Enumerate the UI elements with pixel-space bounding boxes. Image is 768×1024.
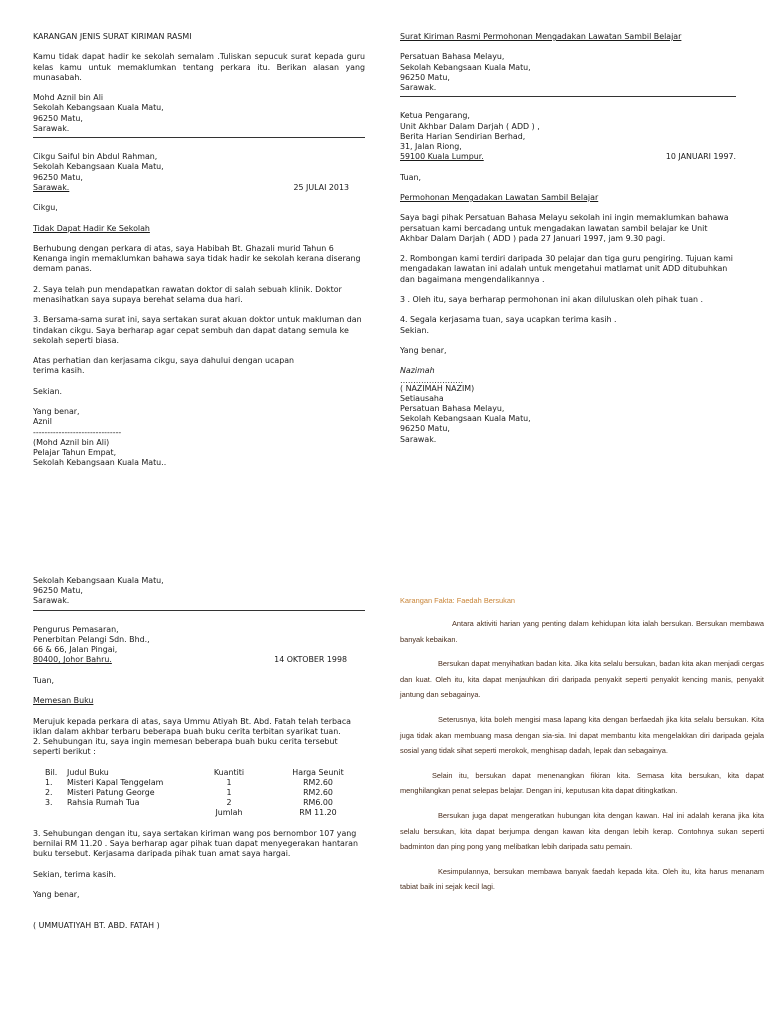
address-line: 66 & 66, Jalan Pingai, <box>33 645 118 655</box>
signer-line: Sekolah Kebangsaan Kuala Matu.. <box>33 458 167 468</box>
recipient-address <box>33 152 365 193</box>
essay-paragraph: Selain itu, bersukan dapat menenangkan fikiran kita. Semasa kita bersukan, kita dapat menghilangkan penat selepas belajar. Dengan ini, keputusan kita dapat ditingkatkan. <box>400 770 764 796</box>
recipient-address <box>33 625 365 666</box>
table-cell: Rahsia Rumah Tua <box>67 798 140 808</box>
closing: Sekian. <box>33 386 62 396</box>
signer-line: ( NAZIMAH NAZIM) <box>400 383 475 393</box>
table-cell: RM6.00 <box>303 798 333 808</box>
signer-line: Sarawak. <box>400 434 437 444</box>
signoff: Yang benar, <box>33 407 80 417</box>
letter-paragraph: Merujuk kepada perkara di atas, saya Ummu Atiyah Bt. Abd. Fatah telah terbaca iklan dalam akhbar terbaru beberapa buah buku cerita terbitan syarikat tuan. <box>33 716 351 736</box>
address-line: Ketua Pengarang, <box>400 111 470 121</box>
address-line: 96250 Matu, <box>400 72 450 82</box>
address-line: 31, Jalan Riong, <box>400 142 462 151</box>
salutation: Cikgu, <box>33 203 58 213</box>
letter-paragraph: Berhubung dengan perkara di atas, saya Habibah Bt. Ghazali murid Tahun 6 Kenanga ingin memaklumkan bahawa saya tidak hadir ke sekolah kerana diserang demam panas. <box>33 243 361 274</box>
table-header-cell: Kuantiti <box>213 767 245 777</box>
divider <box>33 610 365 611</box>
letter-book-order <box>33 576 365 931</box>
address-line: 96250 Matu, <box>33 113 83 123</box>
essay-sports-benefits <box>400 596 764 904</box>
table-cell: 1 <box>226 787 232 797</box>
address-line: Sekolah Kebangsaan Kuala Matu, <box>33 576 164 585</box>
address-line: Sarawak. <box>33 596 70 606</box>
sender-address <box>33 93 365 134</box>
address-line: Pengurus Pemasaran, <box>33 624 119 634</box>
table-cell: Misteri Kapal Tenggelam <box>67 777 164 787</box>
essay-title: Karangan Fakta: Faedah Bersukan <box>400 596 516 605</box>
table-total-label: Jumlah <box>215 808 243 818</box>
letter-date: 10 JANUARI 1997. <box>665 152 736 162</box>
letter-prompt: Kamu tidak dapat hadir ke sekolah semalam .Tuliskan sepucuk surat kepada guru kelas kamu untuk memaklumkan tentang perkara itu. Berikan alasan yang munasabah. <box>33 52 365 82</box>
address-line: Persatuan Bahasa Melayu, <box>400 52 505 62</box>
address-line: Sekolah Kebangsaan Kuala Matu, <box>400 62 531 72</box>
address-line: Sekolah Kebangsaan Kuala Matu, <box>33 103 164 113</box>
sender-address <box>400 52 736 93</box>
letter-paragraph: 4. Segala kerjasama tuan, saya ucapkan terima kasih . <box>400 315 617 325</box>
address-line: Sarawak. <box>400 83 437 92</box>
salutation: Tuan, <box>400 172 421 182</box>
letter-subject: Memesan Buku <box>33 696 94 706</box>
closing: Sekian. <box>400 325 429 335</box>
recipient-address <box>400 111 736 162</box>
essay-paragraph: Seterusnya, kita boleh mengisi masa lapang kita dengan berfaedah jika kita selalu bersukan. Kita juga tidak akan membuang masa dengan sia-sia. Ini dapat membantu kita mengelakkan diri daripada gejala sosial yang tidak sihat seperti merokok, menghisap dadah, lepak dan sebagainya. <box>400 714 764 756</box>
letter-heading: KARANGAN JENIS SURAT KIRIMAN RASMI <box>33 32 192 41</box>
closing: Sekian, terima kasih. <box>33 869 116 879</box>
table-cell: 3. <box>45 798 53 808</box>
table-header-cell: Harga Seunit <box>292 767 344 777</box>
table-header-cell: Judul Buku <box>67 767 109 777</box>
signer-line: Setiausaha <box>400 393 444 403</box>
signer-line: Persatuan Bahasa Melayu, <box>400 403 505 413</box>
address-line: Penerbitan Pelangi Sdn. Bhd., <box>33 635 150 644</box>
essay-paragraph: Bersukan juga dapat mengeratkan hubungan kita dengan kawan. Hal ini adalah kerana jika kita selalu bersukan, kita dapat berjumpa dengan kawan kita dengan lebih kerap. Contohnya sukan seperti badminton dan ping pong yang melibatkan lebih daripada satu pemain. <box>400 810 764 852</box>
letter-visit-request <box>400 32 736 445</box>
table-cell: 1. <box>45 777 53 787</box>
address-line: Unit Akhbar Dalam Darjah ( ADD ) , <box>400 121 540 131</box>
address-line: 96250 Matu, <box>33 172 83 182</box>
letter-paragraph: Atas perhatian dan kerjasama cikgu, saya dahului dengan ucapan terima kasih. <box>33 356 295 376</box>
table-cell: 2 <box>226 798 232 808</box>
table-cell: 2. <box>45 787 53 797</box>
table-cell: Misteri Patung George <box>67 787 155 797</box>
table-cell: RM2.60 <box>303 777 333 787</box>
divider <box>400 96 736 97</box>
address-line: 80400, Johor Bahru. <box>33 655 112 665</box>
signature-line: ------------------------------- <box>33 427 122 437</box>
table-cell: 1 <box>226 777 232 787</box>
table-cell: RM2.60 <box>303 787 333 797</box>
table-total-value: RM 11.20 <box>299 808 337 818</box>
table-header-cell: Bil. <box>45 767 58 777</box>
signoff: Yang benar, <box>33 889 80 899</box>
signature: Nazimah <box>400 366 435 376</box>
letter-paragraph: 3. Sehubungan dengan itu, saya sertakan kiriman wang pos bernombor 107 yang bernilai RM 11.20 . Saya berharap agar pihak tuan dapat menyegerakan hantaran buku tersebut. Kerjasama daripada pihak tuan amat saya hargai. <box>33 828 358 859</box>
letter-date: 25 JULAI 2013 <box>293 182 349 192</box>
signature: Aznil <box>33 417 52 427</box>
address-line: Mohd Aznil bin Ali <box>33 93 104 103</box>
letter-heading: Surat Kiriman Rasmi Permohonan Mengadakan Lawatan Sambil Belajar <box>400 32 682 41</box>
address-line: Berita Harian Sendirian Berhad, <box>400 131 526 141</box>
address-line: Sarawak. <box>33 182 70 192</box>
book-order-table <box>45 768 365 819</box>
essay-paragraph: Kesimpulannya, bersukan membawa banyak faedah kepada kita. Oleh itu, kita harus menanam tabiat baik ini sejak kecil lagi. <box>400 866 764 892</box>
address-line: Sarawak. <box>33 123 70 133</box>
letter-paragraph: 2. Sehubungan itu, saya ingin memesan beberapa buah buku cerita tersebut seperti berikut : <box>33 736 338 757</box>
letter-subject: Tidak Dapat Hadir Ke Sekolah <box>33 223 150 233</box>
letter-subject: Permohonan Mengadakan Lawatan Sambil Belajar <box>400 192 599 202</box>
letter-paragraph: 3. Bersama-sama surat ini, saya sertakan surat akuan doktor untuk makluman dan tindakan cikgu. Saya berharap agar cepat sembuh dan dapat datang semula ke sekolah seperti biasa. <box>33 315 362 345</box>
letter-absence <box>33 32 365 468</box>
signoff: Yang benar, <box>400 345 447 355</box>
signer-line: Sekolah Kebangsaan Kuala Matu, <box>400 414 531 424</box>
letter-paragraph: Saya bagi pihak Persatuan Bahasa Melayu sekolah ini ingin memaklumkan bahawa persatuan kami bercadang untuk mengadakan lawatan sambil belajar ke Unit Akhbar Dalam Darjah ( ADD ) pada 27 Januari 1997, jam 9.30 pagi. <box>400 213 729 243</box>
address-line: Cikgu Saiful bin Abdul Rahman, <box>33 152 158 162</box>
sender-address <box>33 576 365 607</box>
essay-paragraph: Antara aktiviti harian yang penting dalam kehidupan kita ialah bersukan. Bersukan membawa banyak kebaikan. <box>400 619 764 644</box>
letter-paragraph: 3 . Oleh itu, saya berharap permohonan ini akan diluluskan oleh pihak tuan . <box>400 294 704 304</box>
salutation: Tuan, <box>33 675 54 685</box>
divider <box>33 137 365 138</box>
essay-paragraph: Bersukan dapat menyihatkan badan kita. Jika kita selalu bersukan, badan kita akan menjadi cergas dan kuat. Oleh itu, kita dapat menjauhkan diri daripada penyakit seperti penyakit kencing manis, penyakit jantung dan sebagainya. <box>400 659 764 700</box>
address-line: 59100 Kuala Lumpur. <box>400 152 484 162</box>
letter-date: 14 OKTOBER 1998 <box>274 655 347 665</box>
address-line: 96250 Matu, <box>33 586 83 596</box>
signer-line: ( UMMUATIYAH BT. ABD. FATAH ) <box>33 920 160 930</box>
address-line: Sekolah Kebangsaan Kuala Matu, <box>33 162 164 172</box>
signer-line: Pelajar Tahun Empat, <box>33 447 117 457</box>
signature-line: …………………… <box>400 375 464 385</box>
signer-line: 96250 Matu, <box>400 424 450 434</box>
signer-line: (Mohd Aznil bin Ali) <box>33 437 110 447</box>
letter-paragraph: 2. Rombongan kami terdiri daripada 30 pelajar dan tiga guru pengiring. Tujuan kami mengadakan lawatan ini adalah untuk mengetahui matlamat unit ADD ditubuhkan dan bagaimana mengendalikannya . <box>400 254 734 284</box>
letter-paragraph: 2. Saya telah pun mendapatkan rawatan doktor di salah sebuah klinik. Doktor menasihatkan saya supaya berehat selama dua hari. <box>33 284 342 304</box>
